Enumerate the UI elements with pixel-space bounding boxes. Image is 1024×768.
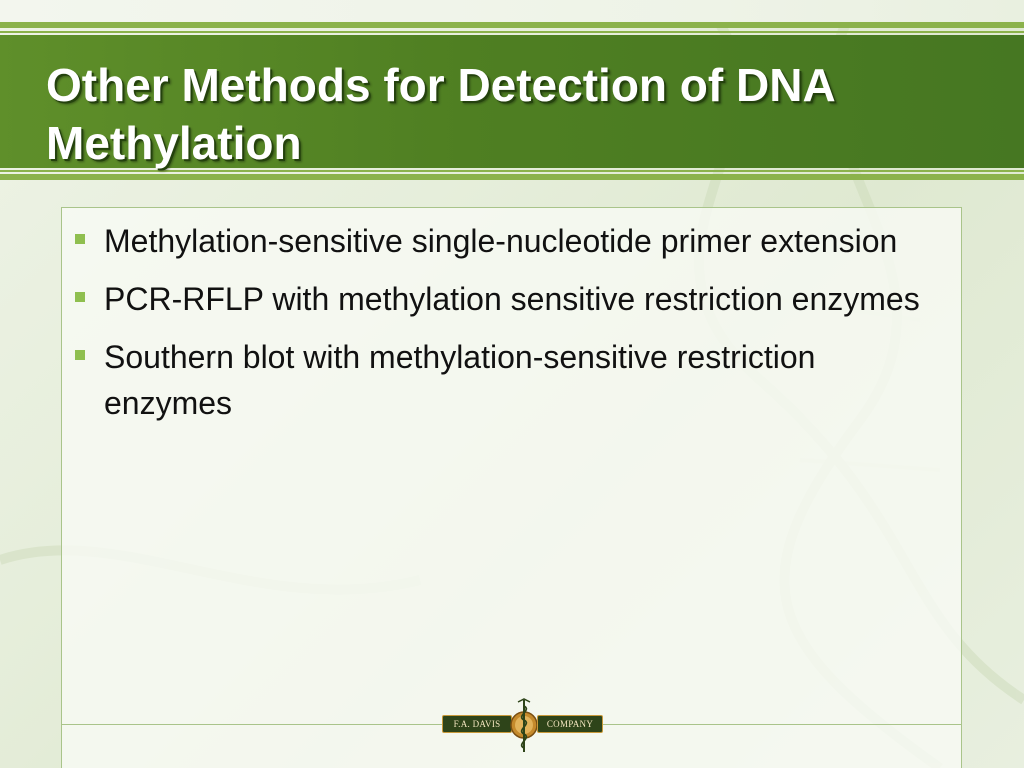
top-strip	[0, 0, 1024, 22]
bullet-item	[72, 334, 952, 426]
publisher-logo	[442, 696, 604, 754]
title-line-bottom	[0, 174, 1024, 180]
bullet-square-icon	[75, 234, 85, 244]
bullet-item	[72, 218, 952, 264]
bullet-list	[72, 218, 952, 438]
slide-title: Other Methods for Detection of DNA Methylation	[46, 59, 834, 169]
logo-right-label: COMPANY	[537, 715, 603, 733]
bullet-item	[72, 276, 952, 322]
bullet-text: Methylation-sensitive single-nucleotide primer extension	[104, 223, 898, 259]
content-box	[61, 207, 962, 768]
title-band	[0, 22, 1024, 182]
bullet-square-icon	[75, 292, 85, 302]
title-line-top-thin	[0, 31, 1024, 33]
logo-left-label: F.A. DAVIS	[442, 715, 512, 733]
bullet-text: PCR-RFLP with methylation sensitive restriction enzymes	[104, 281, 920, 317]
title-line-top	[0, 22, 1024, 28]
bullet-text: Southern blot with methylation-sensitive restriction enzymes	[104, 339, 816, 421]
bullet-square-icon	[75, 350, 85, 360]
